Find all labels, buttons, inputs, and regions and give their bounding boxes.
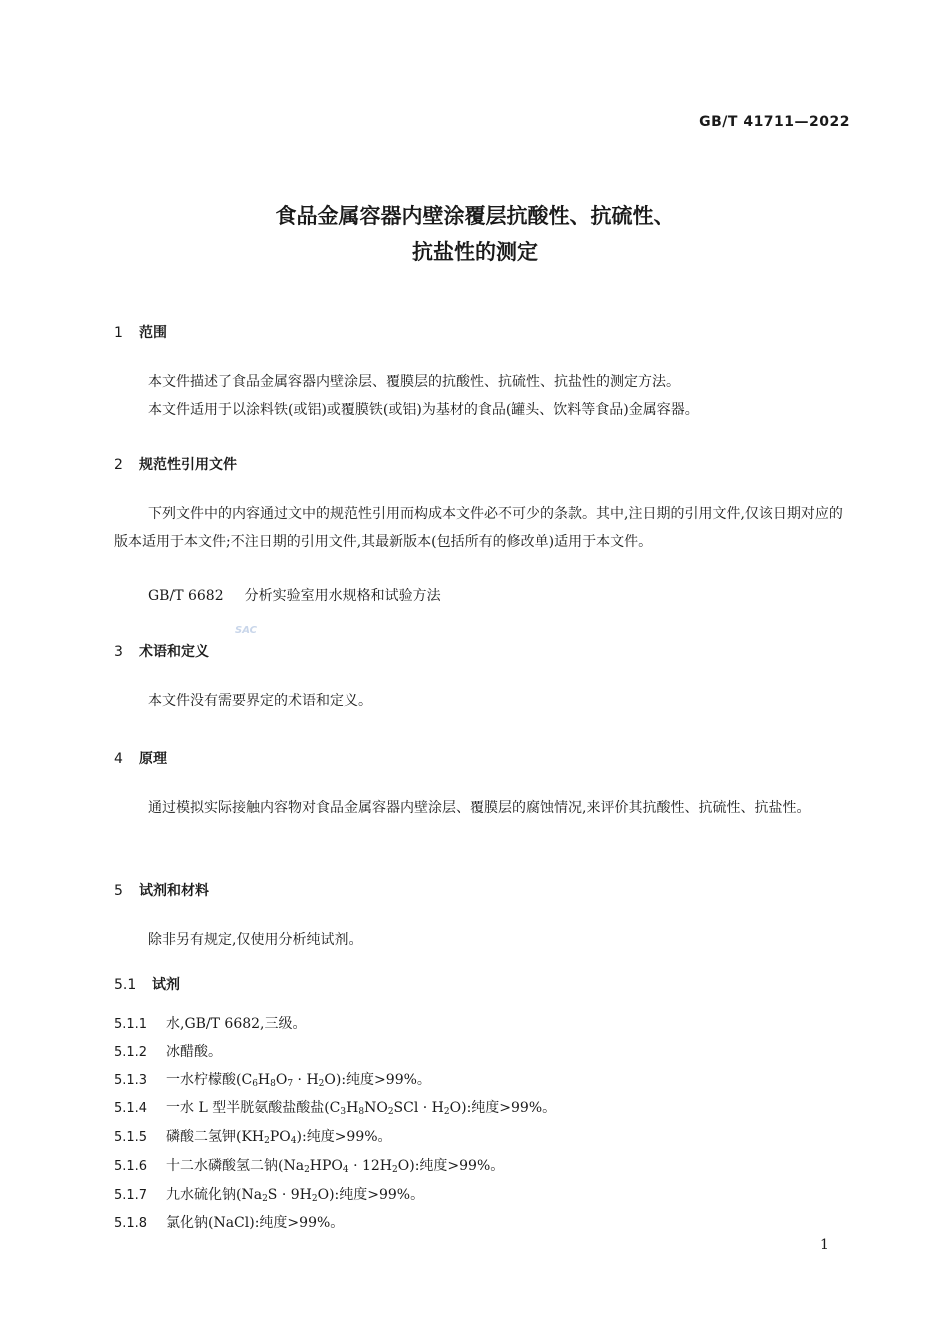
item-name: 磷酸二氢钾: [166, 1129, 236, 1145]
section-5-1-heading: [114, 974, 180, 994]
section-number: 2: [114, 457, 123, 473]
section-title: 原理: [139, 751, 167, 767]
page-number: 1: [820, 1237, 829, 1253]
section-title: 规范性引用文件: [139, 457, 237, 473]
section-title: 试剂: [152, 977, 180, 993]
reagent-item: [114, 1041, 222, 1061]
reagent-item: [114, 1155, 504, 1175]
reagent-item: [114, 1013, 307, 1033]
chemical-formula: $(C_6H_8O_7 \cdot H_2O)$: [236, 1072, 342, 1089]
section-title: 范围: [139, 325, 167, 341]
scope-paragraph-1: 本文件描述了食品金属容器内壁涂层、覆膜层的抗酸性、抗硫性、抗盐性的测定方法。: [148, 374, 680, 390]
scope-paragraph-2: 本文件适用于以涂料铁(或铝)或覆膜铁(或铝)为基材的食品(罐头、饮料等食品)金属容器。: [148, 402, 699, 418]
reference-code: GB/T 6682: [148, 588, 224, 604]
item-text: 水,GB/T 6682,三级。: [166, 1016, 307, 1032]
terms-paragraph: 本文件没有需要界定的术语和定义。: [148, 693, 372, 709]
section-number: 1: [114, 325, 123, 341]
section-3-heading: [114, 641, 209, 661]
item-number: 5.1.6: [114, 1159, 148, 1174]
reagent-item: [114, 1069, 431, 1089]
principle-paragraph: 通过模拟实际接触内容物对食品金属容器内壁涂层、覆膜层的腐蚀情况,来评价其抗酸性、抗硫性、抗盐性。: [148, 800, 811, 816]
item-purity: :纯度>99%。: [414, 1158, 505, 1174]
standard-number: GB/T 41711—2022: [699, 114, 850, 130]
chemical-formula: $(KH_2PO_4)$: [236, 1129, 302, 1146]
item-purity: :纯度>99%。: [334, 1187, 425, 1203]
item-text: 氯化钠(NaCl):纯度>99%。: [166, 1215, 345, 1231]
item-number: 5.1.1: [114, 1017, 148, 1032]
item-name: 十二水磷酸氢二钠: [166, 1158, 278, 1174]
reagent-item: [114, 1184, 424, 1204]
item-purity: :纯度>99%。: [301, 1129, 392, 1145]
section-2-heading: [114, 454, 237, 474]
section-number: 4: [114, 751, 123, 767]
section-title: 术语和定义: [139, 644, 209, 660]
section-number: 3: [114, 644, 123, 660]
item-name: 九水硫化钠: [166, 1187, 236, 1203]
title-line-2: 抗盐性的测定: [412, 240, 538, 264]
item-name: 一水 L 型半胱氨酸盐酸盐: [166, 1100, 325, 1116]
reagent-item: [114, 1126, 392, 1146]
title-line-1: 食品金属容器内壁涂覆层抗酸性、抗硫性、: [275, 204, 675, 228]
chemical-formula: $(Na_2HPO_4 \cdot 12H_2O)$: [278, 1158, 415, 1175]
normative-references-paragraph: 下列文件中的内容通过文中的规范性引用而构成本文件必不可少的条款。其中,注日期的引用文件,仅该日期对应的版本适用于本文件;不注日期的引用文件,其最新版本(包括所有的修改单)适用于本文件。: [114, 506, 843, 550]
item-text: 冰醋酸。: [166, 1044, 222, 1060]
document-title: [0, 198, 950, 270]
item-number: 5.1.3: [114, 1073, 148, 1088]
item-number: 5.1.8: [114, 1216, 148, 1231]
sac-watermark: SAC: [235, 625, 257, 636]
item-number: 5.1.2: [114, 1045, 148, 1060]
section-1-heading: [114, 322, 167, 342]
reagents-note: 除非另有规定,仅使用分析纯试剂。: [148, 932, 363, 948]
reagent-item: [114, 1212, 344, 1232]
section-title: 试剂和材料: [139, 883, 209, 899]
section-5-heading: [114, 880, 209, 900]
reference-title: 分析实验室用水规格和试验方法: [244, 588, 441, 604]
reference-entry: [148, 582, 441, 610]
section-number: 5.1: [114, 977, 137, 993]
item-number: 5.1.7: [114, 1188, 148, 1203]
item-purity: :纯度>99%。: [341, 1072, 431, 1088]
section-number: 5: [114, 883, 123, 899]
chemical-formula: $(Na_2S \cdot 9H_2O)$: [236, 1187, 335, 1204]
item-number: 5.1.5: [114, 1130, 148, 1145]
section-4-heading: [114, 748, 167, 768]
chemical-formula: $(C_3H_8NO_2SCl \cdot H_2O)$: [324, 1100, 467, 1117]
item-name: 一水柠檬酸: [166, 1072, 236, 1088]
item-number: 5.1.4: [114, 1101, 148, 1116]
reagent-item: [114, 1097, 556, 1117]
item-purity: :纯度>99%。: [466, 1100, 557, 1116]
